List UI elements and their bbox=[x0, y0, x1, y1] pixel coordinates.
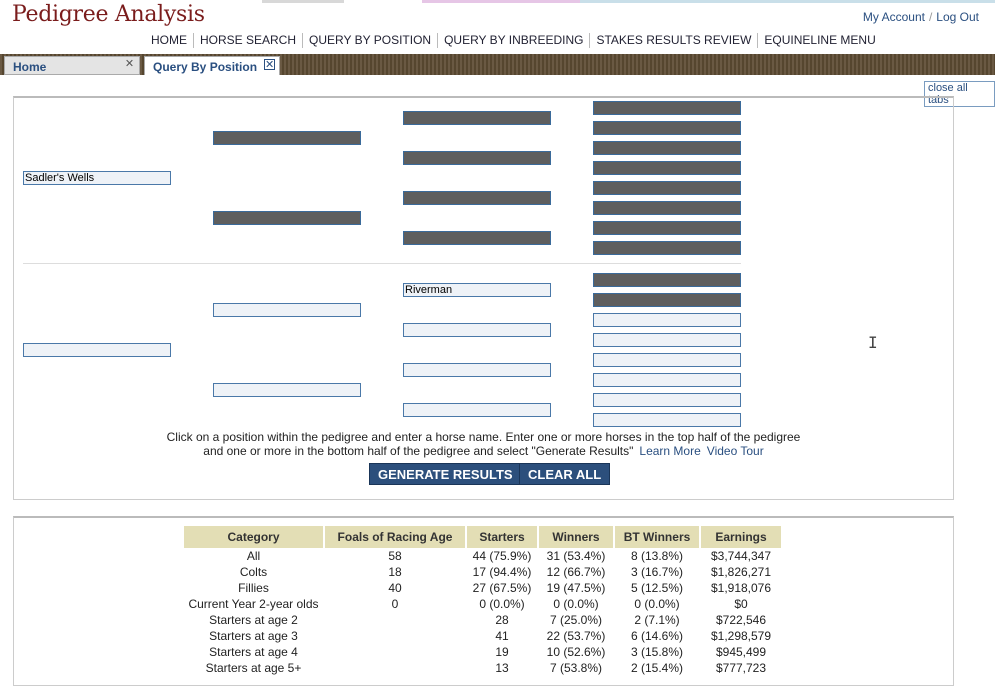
pedigree-field-g2-4[interactable] bbox=[213, 383, 361, 397]
header-starters: Starters bbox=[467, 526, 537, 548]
cell-bt-winners: 3 (15.8%) bbox=[630, 645, 684, 659]
nav-equineline-menu[interactable]: EQUINELINE MENU bbox=[757, 33, 881, 48]
cell-foals: 0 bbox=[391, 597, 399, 611]
table-row bbox=[184, 564, 781, 580]
pedigree-field-g4-13[interactable] bbox=[593, 353, 741, 367]
pedigree-field-g4-5[interactable] bbox=[593, 181, 741, 195]
header-category: Category bbox=[184, 526, 323, 548]
cell-earnings: $3,744,347 bbox=[710, 549, 772, 563]
cell-starters: 28 bbox=[495, 613, 509, 627]
instructions-line-2: and one or more in the bottom half of the pedigree and select "Generate Results" Learn More Video Tour bbox=[203, 444, 764, 458]
pedigree-field-g4-2[interactable] bbox=[593, 121, 741, 135]
cell-winners: 7 (25.0%) bbox=[549, 613, 603, 627]
app-logo: Pedigree Analysis bbox=[12, 2, 205, 27]
cell-bt-winners: 2 (15.4%) bbox=[630, 661, 684, 675]
cell-winners: 10 (52.6%) bbox=[546, 645, 606, 659]
tab-query-by-position[interactable] bbox=[144, 56, 280, 75]
pedigree-field-g2-2[interactable] bbox=[213, 211, 361, 225]
results-table bbox=[182, 526, 783, 676]
logout-link[interactable]: Log Out bbox=[936, 10, 979, 24]
cell-category: Colts bbox=[239, 565, 268, 579]
cell-category: Starters at age 3 bbox=[209, 629, 298, 643]
cell-earnings: $722,546 bbox=[715, 613, 767, 627]
cell-foals bbox=[325, 612, 465, 628]
learn-more-link[interactable]: Learn More bbox=[639, 444, 701, 458]
cell-category: Fillies bbox=[238, 581, 269, 595]
pedigree-field-g4-15[interactable] bbox=[593, 393, 741, 407]
tab-home-label: Home bbox=[13, 60, 47, 74]
pedigree-field-g3-2[interactable] bbox=[403, 151, 551, 165]
cell-earnings: $1,918,076 bbox=[710, 581, 772, 595]
pedigree-field-g4-10[interactable] bbox=[593, 293, 741, 307]
pedigree-field-g3-1[interactable] bbox=[403, 111, 551, 125]
tab-qbp-label: Query By Position bbox=[153, 60, 258, 74]
tab-bar bbox=[0, 54, 995, 75]
table-row bbox=[184, 548, 781, 564]
header-earnings: Earnings bbox=[701, 526, 781, 548]
table-row bbox=[184, 628, 781, 644]
cell-bt-winners: 8 (13.8%) bbox=[630, 549, 684, 563]
nav-horse-search[interactable]: HORSE SEARCH bbox=[193, 33, 302, 48]
cell-starters: 44 (75.9%) bbox=[472, 549, 532, 563]
pedigree-field-g3-5[interactable]: Riverman bbox=[403, 283, 551, 297]
table-row bbox=[184, 660, 781, 676]
pedigree-field-g4-9[interactable] bbox=[593, 273, 741, 287]
cell-foals: 58 bbox=[388, 549, 402, 563]
cell-foals bbox=[325, 628, 465, 644]
cell-starters: 41 bbox=[495, 629, 509, 643]
pedigree-field-g4-8[interactable] bbox=[593, 241, 741, 255]
cell-category: Starters at age 5+ bbox=[205, 661, 302, 675]
cell-earnings: $1,298,579 bbox=[710, 629, 772, 643]
table-row bbox=[184, 596, 781, 612]
cell-winners: 19 (47.5%) bbox=[546, 581, 606, 595]
cell-bt-winners: 0 (0.0%) bbox=[634, 597, 680, 611]
cell-category: Starters at age 2 bbox=[209, 613, 298, 627]
pedigree-field-g4-11[interactable] bbox=[593, 313, 741, 327]
pedigree-field-g3-6[interactable] bbox=[403, 323, 551, 337]
my-account-link[interactable]: My Account bbox=[862, 10, 925, 24]
cell-bt-winners: 6 (14.6%) bbox=[630, 629, 684, 643]
results-header-row bbox=[184, 526, 781, 548]
pedigree-field-g4-4[interactable] bbox=[593, 161, 741, 175]
nav-query-by-inbreeding[interactable]: QUERY BY INBREEDING bbox=[437, 33, 589, 48]
pedigree-field-g3-3[interactable] bbox=[403, 191, 551, 205]
cell-starters: 17 (94.4%) bbox=[472, 565, 532, 579]
cell-category: Current Year 2-year olds bbox=[188, 597, 319, 611]
header-winners: Winners bbox=[539, 526, 613, 548]
table-row bbox=[184, 644, 781, 660]
video-tour-link[interactable]: Video Tour bbox=[706, 444, 764, 458]
close-icon[interactable]: ✕ bbox=[265, 59, 275, 71]
cell-winners: 7 (53.8%) bbox=[549, 661, 603, 675]
text-cursor-icon: I bbox=[868, 333, 878, 352]
instructions bbox=[13, 430, 954, 458]
cell-category: Starters at age 4 bbox=[209, 645, 298, 659]
nav-query-by-position[interactable]: QUERY BY POSITION bbox=[302, 33, 437, 48]
cell-earnings: $1,826,271 bbox=[710, 565, 772, 579]
pedigree-field-g2-1[interactable] bbox=[213, 131, 361, 145]
table-row bbox=[184, 612, 781, 628]
pedigree-field-g4-1[interactable] bbox=[593, 101, 741, 115]
pedigree-dam-field[interactable] bbox=[23, 343, 171, 357]
header-bt-winners: BT Winners bbox=[615, 526, 699, 548]
pedigree-field-g3-8[interactable] bbox=[403, 403, 551, 417]
cell-earnings: $945,499 bbox=[715, 645, 767, 659]
pedigree-field-g4-16[interactable] bbox=[593, 413, 741, 427]
cell-foals bbox=[325, 644, 465, 660]
pedigree-divider bbox=[23, 263, 741, 264]
cell-starters: 27 (67.5%) bbox=[472, 581, 532, 595]
nav-stakes-results-review[interactable]: STAKES RESULTS REVIEW bbox=[589, 33, 757, 48]
cell-bt-winners: 3 (16.7%) bbox=[630, 565, 684, 579]
cell-winners: 0 (0.0%) bbox=[553, 597, 599, 611]
table-row bbox=[184, 580, 781, 596]
cell-earnings: $777,723 bbox=[715, 661, 767, 675]
cell-bt-winners: 5 (12.5%) bbox=[630, 581, 684, 595]
account-links: My Account / Log Out bbox=[862, 10, 979, 24]
cell-earnings: $0 bbox=[734, 597, 748, 611]
cell-starters: 13 bbox=[495, 661, 509, 675]
clear-all-button[interactable]: CLEAR ALL bbox=[519, 463, 610, 485]
pedigree-field-g4-12[interactable] bbox=[593, 333, 741, 347]
cell-starters: 19 bbox=[495, 645, 509, 659]
cell-winners: 22 (53.7%) bbox=[546, 629, 606, 643]
pedigree-field-g3-4[interactable] bbox=[403, 231, 551, 245]
close-all-tabs-button[interactable]: close all tabs bbox=[924, 81, 995, 107]
pedigree-field-g4-14[interactable] bbox=[593, 373, 741, 387]
cell-bt-winners: 2 (7.1%) bbox=[634, 613, 680, 627]
pedigree-field-g4-6[interactable] bbox=[593, 201, 741, 215]
pedigree-field-g4-3[interactable] bbox=[593, 141, 741, 155]
pedigree-field-g4-7[interactable] bbox=[593, 221, 741, 235]
cell-foals bbox=[325, 660, 465, 676]
pedigree-field-g2-3[interactable] bbox=[213, 303, 361, 317]
cell-foals: 18 bbox=[388, 565, 402, 579]
instructions-line-1: Click on a position within the pedigree and enter a horse name. Enter one or more horses in the top half of the pedigree bbox=[166, 430, 801, 444]
pedigree-sire-field[interactable]: Sadler's Wells bbox=[23, 171, 171, 185]
close-icon[interactable]: ✕ bbox=[124, 58, 135, 70]
cell-winners: 31 (53.4%) bbox=[546, 549, 606, 563]
nav-home[interactable]: HOME bbox=[151, 33, 187, 47]
main-nav bbox=[145, 33, 882, 48]
pedigree-field-g3-7[interactable] bbox=[403, 363, 551, 377]
cell-starters: 0 (0.0%) bbox=[479, 597, 525, 611]
cell-foals: 40 bbox=[388, 581, 402, 595]
generate-results-button[interactable]: GENERATE RESULTS bbox=[369, 463, 522, 485]
header-foals: Foals of Racing Age bbox=[325, 526, 465, 548]
cell-category: All bbox=[246, 549, 261, 563]
tab-home[interactable] bbox=[4, 56, 140, 75]
cell-winners: 12 (66.7%) bbox=[546, 565, 606, 579]
